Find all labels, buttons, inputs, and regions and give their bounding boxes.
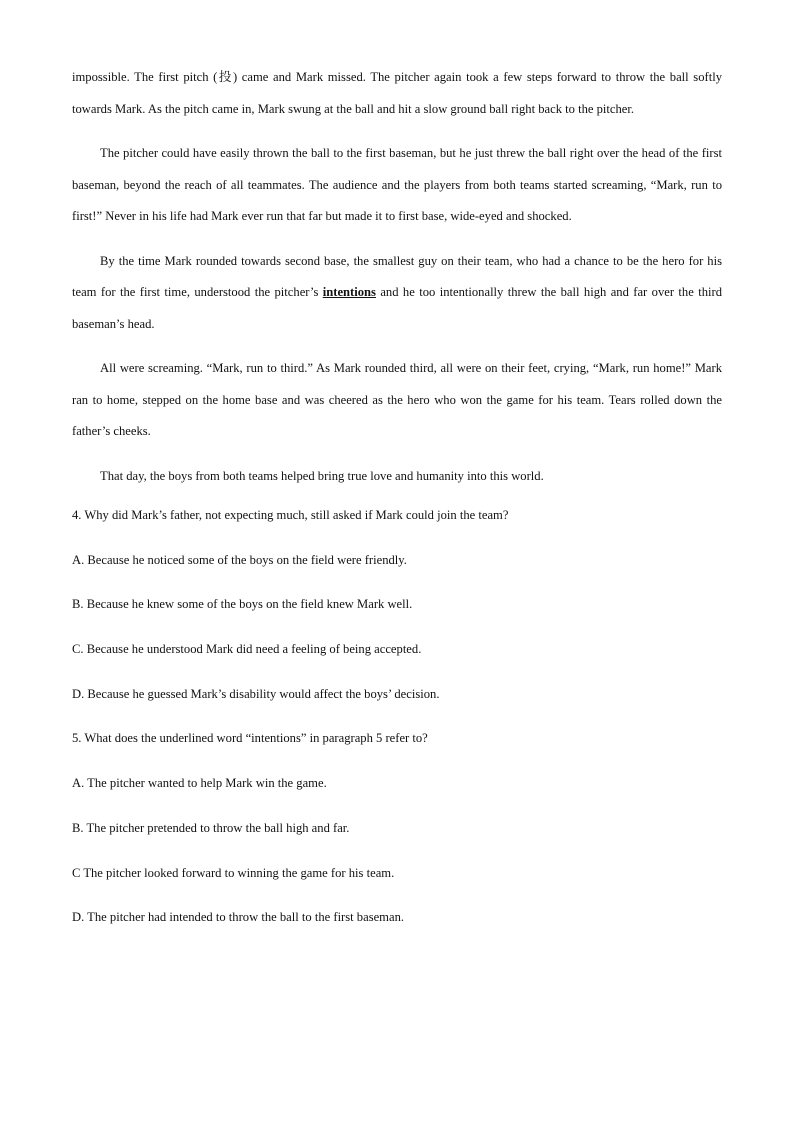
question-5-option-b: B. The pitcher pretended to throw the ball high and far. <box>72 820 350 835</box>
question-5-option-d: D. The pitcher had intended to throw the ball to the first baseman. <box>72 910 405 925</box>
underlined-keyword: intentions <box>322 285 376 299</box>
question-4-stem: 4. Why did Mark’s father, not expecting much, still asked if Mark could join the team? <box>72 508 509 522</box>
question-4-option-d: D. Because he guessed Mark’s disability would affect the boys’ decision. <box>72 686 440 701</box>
passage-paragraph-4: All were screaming. “Mark, run to third.” As Mark rounded third, all were on their feet, crying, “Mark, run home!” Mark ran to home, stepped on the home base and was cheered as the hero who won the game for his team. Tears rolled down the father’s cheeks. <box>72 361 722 438</box>
question-5-option-c: C The pitcher looked forward to winning the game for his team. <box>72 865 395 880</box>
paragraph-3-text-after: and he too intentionally threw the ball high and far over the third baseman’s head. <box>72 285 722 331</box>
paragraph-3-text-before: By the time Mark rounded towards second base, the smallest guy on their team, who had a chance to be the hero for his team for the first time, understood the pitcher’s <box>72 253 722 299</box>
passage-paragraph-2: The pitcher could have easily thrown the ball to the first baseman, but he just threw the ball right over the head of the first baseman, beyond the reach of all teammates. The audience and the players from both teams started screaming, “Mark, run to first!” Never in his life had Mark ever run that far but made it to first base, wide-eyed and shocked. <box>72 146 722 223</box>
question-4-option-b: B. Because he knew some of the boys on the field knew Mark well. <box>72 597 413 612</box>
document-page <box>72 62 722 952</box>
question-5-option-a: A. The pitcher wanted to help Mark win the game. <box>72 776 327 791</box>
questions-section <box>72 505 722 952</box>
question-5-stem: 5. What does the underlined word “intentions” in paragraph 5 refer to? <box>72 731 428 746</box>
question-4-option-a: A. Because he noticed some of the boys on the field were friendly. <box>72 552 407 567</box>
passage-paragraph-5: That day, the boys from both teams helped bring true love and humanity into this world. <box>100 468 544 483</box>
question-4-option-c: C. Because he understood Mark did need a feeling of being accepted. <box>72 642 422 657</box>
passage-paragraph-1: impossible. The first pitch (投) came and Mark missed. The pitcher again took a few steps forward to throw the ball softly towards Mark. As the pitch came in, Mark swung at the ball and hit a slow ground ball right back to the pitcher. <box>72 70 722 116</box>
passage-paragraph-3 <box>72 246 722 341</box>
